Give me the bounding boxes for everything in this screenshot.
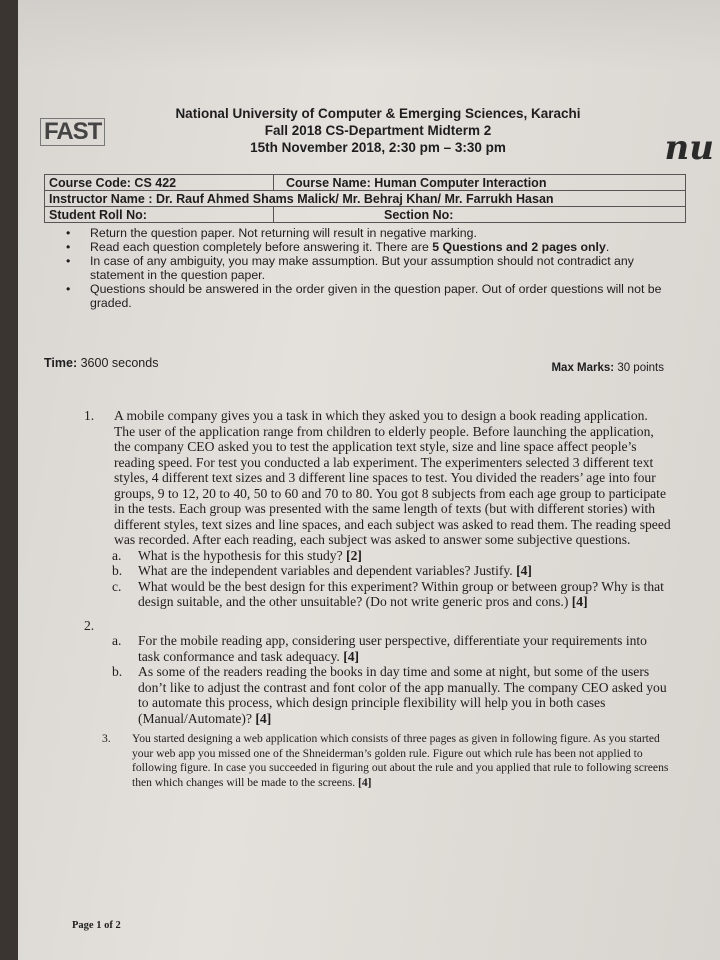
time-marks-line [44,356,664,374]
exam-instructions [66,226,688,310]
question-1c: c. What would be the best design for this experiment? Within group or between group? Why is that design suitable, and the other unsuitable? (Do not write generic pros and cons.) [4] [112,578,664,609]
instruction-item: • In case of any ambiguity, you may make assumption. But your assumption should not contradict any statement in the question paper. [66,254,634,282]
page-number: Page 1 of 2 [72,920,121,931]
course-info-table [44,174,686,223]
course-code: Course Code: CS 422 [45,175,274,191]
exam-date-time: 15th November 2018, 2:30 pm – 3:30 pm [250,140,506,155]
question-1: 1. A mobile company gives you a task in which they asked you to design a book reading application. The user of the application range from children to elderly people. Before launching the application, the company CEO asked you to test the application text style, size and line space affect people’s reading speed. For test you conducted a lab experiment. The experimenters selected 3 different text styles, 4 different text sizes and 3 different line spaces to test. You divided the readers’ age into four groups, 9 to 12, 20 to 40, 50 to 60 and 70 to 80. You got 8 subjects from each age group to participate in the tests. Each group was presented with the same length of texts (but with different stories) with different styles, text sizes and line spaces, and each subject was asked to read them. The reading speed was recorded. After each reading, each subject was asked to answer some subjective questions. [84,408,671,547]
student-roll-no[interactable]: Student Roll No: [45,207,274,223]
fast-logo: FAST [40,118,105,146]
time-allowed: Time: 3600 seconds [44,356,159,370]
question-2b: b. As some of the readers reading the books in day time and some at night, but some of the users don’t like to adjust the contrast and font color of the app manually. The company CEO asked you to automate this process, which design principle flexibility will help you in both cases (Manual/Automate)? [4] [112,664,667,726]
paper-shadow [18,0,720,70]
course-name: Course Name: Human Computer Interaction [274,175,686,191]
question-3: 3. You started designing a web application which consists of three pages as given in following figure. As you started your web app you missed one of the Shneiderman’s golden rule. Figure out which rule has been not applied to following figure. In case you succeeded in figuring out about the rule and you applied that rule to following screens then which changes will be made to the screens. [4] [102,732,669,789]
question-2a: a. For the mobile reading app, considering user perspective, differentiate your requirements into task conformance and task adequacy. [4] [112,633,647,664]
exam-header [118,105,638,156]
section-no[interactable]: Section No: [274,207,686,223]
exam-title: Fall 2018 CS-Department Midterm 2 [264,123,492,138]
instruction-item: • Read each question completely before answering it. There are 5 Questions and 2 pages only. [66,240,610,254]
max-marks: Max Marks: 30 points [551,362,664,374]
instructor-name: Instructor Name : Dr. Rauf Ahmed Shams Malick/ Mr. Behraj Khan/ Mr. Farrukh Hasan [45,191,686,207]
question-1a: a. What is the hypothesis for this study? [2] [112,547,362,563]
questions-section [84,408,672,790]
question-2: 2. [84,617,95,633]
question-1b: b. What are the independent variables and dependent variables? Justify. [4] [112,563,532,578]
instruction-item: • Return the question paper. Not returning will result in negative marking. [66,226,477,240]
nu-logo: nu [664,128,714,168]
exam-paper [18,0,720,960]
university-name: National University of Computer & Emerging Sciences, Karachi [175,106,581,121]
instruction-item: • Questions should be answered in the order given in the question paper. Out of order questions will not be graded. [66,282,662,310]
